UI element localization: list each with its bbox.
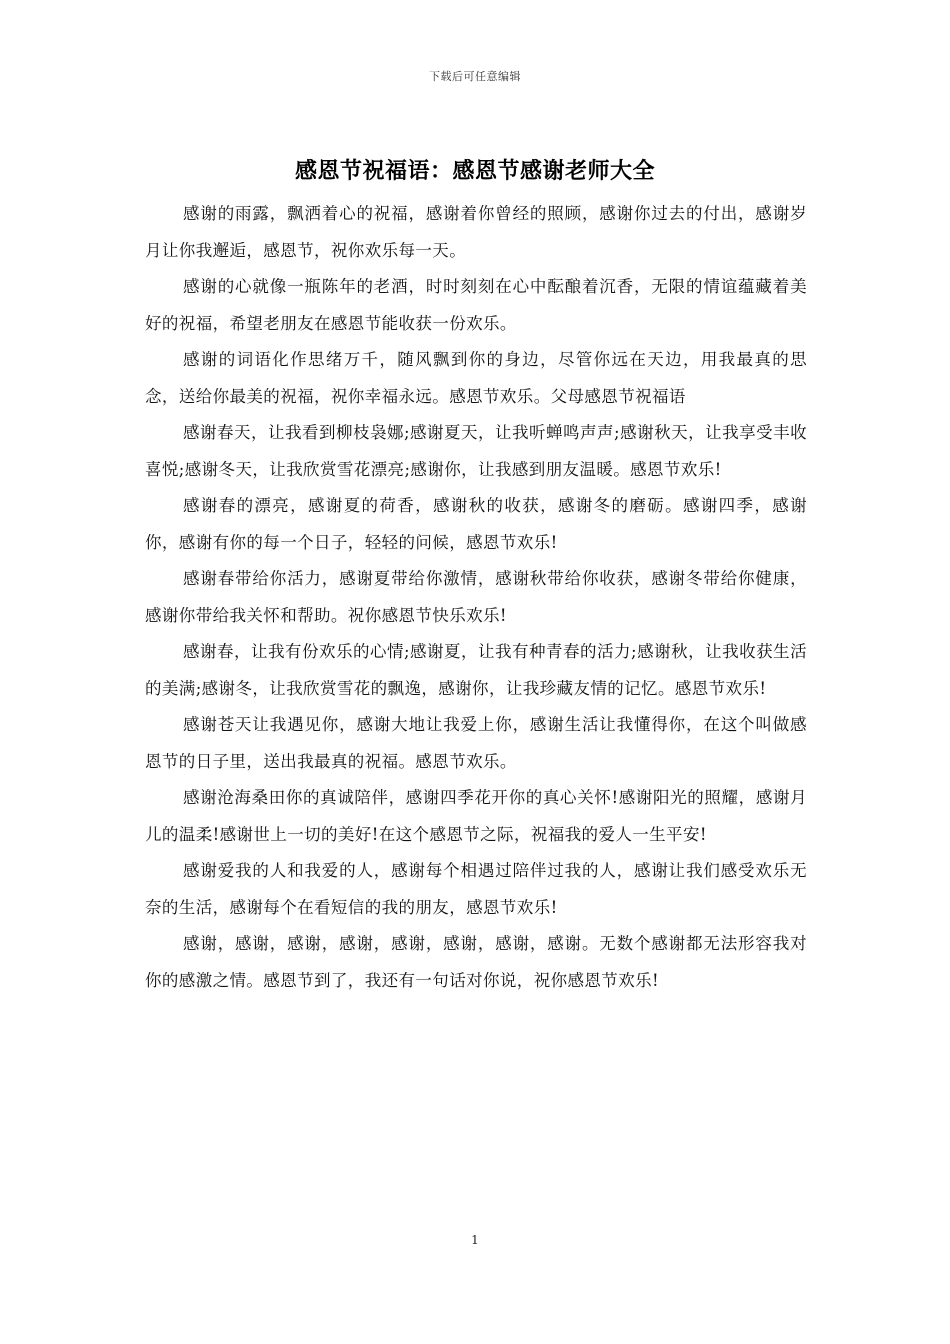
document-title: 感恩节祝福语：感恩节感谢老师大全 [294, 158, 655, 184]
paragraph-1: 感谢的雨露，飘洒着心的祝福，感谢着你曾经的照顾，感谢你过去的付出，感谢岁月让你我邂逅，感恩节，祝你欢乐每一天。 [145, 204, 807, 260]
page-number: 1 [471, 1233, 479, 1247]
paragraph-3: 感谢的词语化作思绪万千，随风飘到你的身边，尽管你远在天边，用我最真的思念，送给你最美的祝福，祝你幸福永远。感恩节欢乐。父母感恩节祝福语 [145, 350, 807, 406]
paragraph-5: 感谢春的漂亮，感谢夏的荷香，感谢秋的收获，感谢冬的磨砺。感谢四季，感谢你，感谢有你的每一个日子，轻轻的问候，感恩节欢乐! [145, 496, 807, 552]
paragraph-4: 感谢春天，让我看到柳枝袅娜;感谢夏天，让我听蝉鸣声声;感谢秋天，让我享受丰收喜悦;感谢冬天，让我欣赏雪花漂亮;感谢你，让我感到朋友温暖。感恩节欢乐! [145, 423, 807, 479]
paragraph-9: 感谢沧海桑田你的真诚陪伴，感谢四季花开你的真心关怀!感谢阳光的照耀，感谢月儿的温柔!感谢世上一切的美好!在这个感恩节之际，祝福我的爱人一生平安! [145, 788, 807, 844]
paragraph-8: 感谢苍天让我遇见你，感谢大地让我爱上你，感谢生活让我懂得你，在这个叫做感恩节的日子里，送出我最真的祝福。感恩节欢乐。 [145, 715, 807, 771]
paragraph-11: 感谢，感谢，感谢，感谢，感谢，感谢，感谢，感谢。无数个感谢都无法形容我对你的感激之情。感恩节到了，我还有一句话对你说，祝你感恩节欢乐! [145, 934, 807, 990]
document-body [145, 196, 807, 999]
paragraph-2: 感谢的心就像一瓶陈年的老酒，时时刻刻在心中酝酿着沉香，无限的情谊蕴藏着美好的祝福，希望老朋友在感恩节能收获一份欢乐。 [145, 277, 807, 333]
paragraph-7: 感谢春，让我有份欢乐的心情;感谢夏，让我有种青春的活力;感谢秋，让我收获生活的美满;感谢冬，让我欣赏雪花的飘逸，感谢你，让我珍藏友情的记忆。感恩节欢乐! [145, 642, 807, 698]
paragraph-10: 感谢爱我的人和我爱的人，感谢每个相遇过陪伴过我的人，感谢让我们感受欢乐无奈的生活，感谢每个在看短信的我的朋友，感恩节欢乐! [145, 861, 807, 917]
page-header-note: 下载后可任意编辑 [429, 70, 521, 83]
paragraph-6: 感谢春带给你活力，感谢夏带给你激情，感谢秋带给你收获，感谢冬带给你健康，感谢你带给我关怀和帮助。祝你感恩节快乐欢乐! [145, 569, 807, 625]
